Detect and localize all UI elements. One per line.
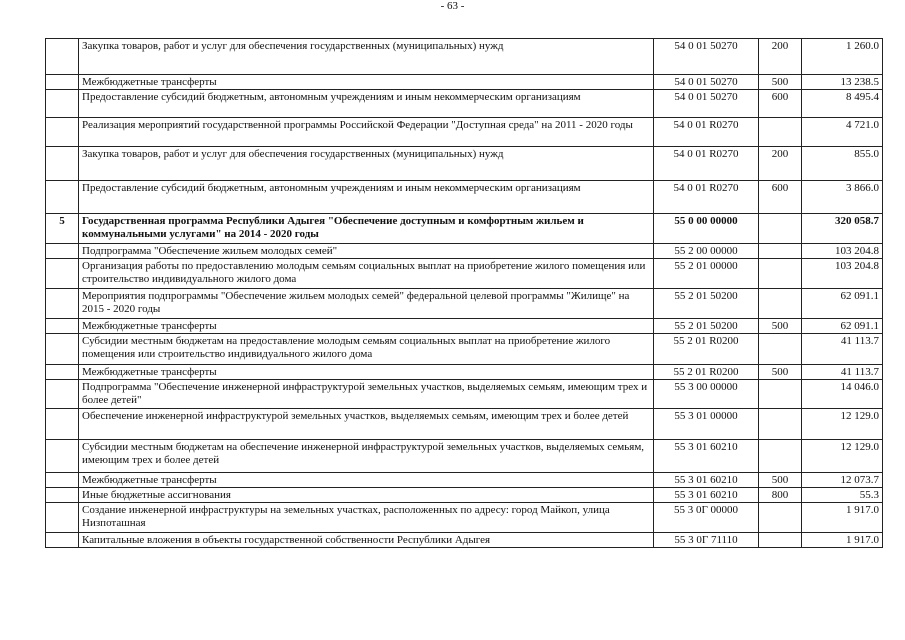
row-code-cell: 55 3 00 00000 — [654, 380, 759, 409]
row-expense-type-cell — [759, 533, 802, 548]
row-name-cell: Закупка товаров, работ и услуг для обеспечения государственных (муниципальных) нужд — [79, 39, 654, 75]
row-amount-cell: 320 058.7 — [802, 214, 883, 244]
row-amount-cell: 14 046.0 — [802, 380, 883, 409]
row-number-cell — [46, 440, 79, 473]
row-number-cell — [46, 365, 79, 380]
table-row — [46, 533, 883, 548]
row-number-cell — [46, 488, 79, 503]
row-code-cell: 55 2 01 R0200 — [654, 334, 759, 365]
row-number-cell — [46, 319, 79, 334]
row-code-cell: 54 0 01 R0270 — [654, 147, 759, 181]
table-row — [46, 118, 883, 147]
row-name-cell: Мероприятия подпрограммы "Обеспечение жильем молодых семей" федеральной целевой программы "Жилище" на 2015 - 2020 годы — [79, 289, 654, 319]
row-code-cell: 55 3 01 60210 — [654, 440, 759, 473]
row-name-cell: Подпрограмма "Обеспечение инженерной инфраструктурой земельных участков, выделяемых семьям, имеющим трех и более детей" — [79, 380, 654, 409]
table-row — [46, 409, 883, 440]
row-expense-type-cell — [759, 118, 802, 147]
row-name-cell: Организация работы по предоставлению молодым семьям социальных выплат на приобретение жилого помещения или строительство индивидуального жилого дома — [79, 259, 654, 289]
row-number-cell — [46, 473, 79, 488]
row-expense-type-cell: 200 — [759, 147, 802, 181]
row-number-cell — [46, 503, 79, 533]
row-amount-cell: 62 091.1 — [802, 319, 883, 334]
table-row — [46, 75, 883, 90]
row-amount-cell: 1 260.0 — [802, 39, 883, 75]
row-amount-cell: 855.0 — [802, 147, 883, 181]
row-amount-cell: 103 204.8 — [802, 244, 883, 259]
row-expense-type-cell — [759, 259, 802, 289]
row-expense-type-cell: 500 — [759, 319, 802, 334]
row-expense-type-cell — [759, 409, 802, 440]
row-expense-type-cell — [759, 503, 802, 533]
page-number: - 63 - — [440, 0, 465, 12]
table-row — [46, 503, 883, 533]
table-row — [46, 289, 883, 319]
row-amount-cell: 103 204.8 — [802, 259, 883, 289]
table-row — [46, 365, 883, 380]
row-code-cell: 55 3 01 60210 — [654, 488, 759, 503]
row-expense-type-cell: 800 — [759, 488, 802, 503]
row-name-cell: Межбюджетные трансферты — [79, 319, 654, 334]
row-code-cell: 54 0 01 50270 — [654, 90, 759, 118]
row-code-cell: 55 3 0Г 00000 — [654, 503, 759, 533]
row-amount-cell: 62 091.1 — [802, 289, 883, 319]
row-code-cell: 55 2 01 50200 — [654, 289, 759, 319]
row-code-cell: 55 3 01 60210 — [654, 473, 759, 488]
row-amount-cell: 55.3 — [802, 488, 883, 503]
row-code-cell: 54 0 01 50270 — [654, 75, 759, 90]
row-name-cell: Государственная программа Республики Адыгея "Обеспечение доступным и комфортным жильем и коммунальными услугами" на 2014 - 2020 годы — [79, 214, 654, 244]
row-number-cell: 5 — [46, 214, 79, 244]
row-name-cell: Подпрограмма "Обеспечение жильем молодых семей" — [79, 244, 654, 259]
table-row — [46, 334, 883, 365]
row-name-cell: Межбюджетные трансферты — [79, 473, 654, 488]
row-amount-cell: 12 073.7 — [802, 473, 883, 488]
row-code-cell: 55 2 01 R0200 — [654, 365, 759, 380]
table-row — [46, 90, 883, 118]
row-code-cell: 55 2 01 00000 — [654, 259, 759, 289]
row-expense-type-cell — [759, 334, 802, 365]
row-number-cell — [46, 181, 79, 214]
row-number-cell — [46, 75, 79, 90]
table-row — [46, 319, 883, 334]
row-name-cell: Межбюджетные трансферты — [79, 365, 654, 380]
row-code-cell: 55 3 0Г 71110 — [654, 533, 759, 548]
row-number-cell — [46, 289, 79, 319]
row-amount-cell: 12 129.0 — [802, 440, 883, 473]
budget-table-body — [46, 39, 883, 548]
row-code-cell: 54 0 01 50270 — [654, 39, 759, 75]
row-expense-type-cell: 600 — [759, 90, 802, 118]
row-code-cell: 55 2 00 00000 — [654, 244, 759, 259]
row-number-cell — [46, 90, 79, 118]
row-amount-cell: 13 238.5 — [802, 75, 883, 90]
table-row — [46, 147, 883, 181]
row-expense-type-cell — [759, 440, 802, 473]
row-expense-type-cell: 200 — [759, 39, 802, 75]
table-row — [46, 244, 883, 259]
row-name-cell: Иные бюджетные ассигнования — [79, 488, 654, 503]
row-amount-cell: 12 129.0 — [802, 409, 883, 440]
row-expense-type-cell: 500 — [759, 365, 802, 380]
row-name-cell: Предоставление субсидий бюджетным, автономным учреждениям и иным некоммерческим организациям — [79, 181, 654, 214]
row-name-cell: Субсидии местным бюджетам на предоставление молодым семьям социальных выплат на приобретение жилого помещения или строительство индивидуального жилого дома — [79, 334, 654, 365]
row-expense-type-cell: 500 — [759, 75, 802, 90]
row-code-cell: 55 0 00 00000 — [654, 214, 759, 244]
row-number-cell — [46, 147, 79, 181]
row-code-cell: 54 0 01 R0270 — [654, 118, 759, 147]
row-expense-type-cell — [759, 289, 802, 319]
row-code-cell: 55 2 01 50200 — [654, 319, 759, 334]
row-name-cell: Межбюджетные трансферты — [79, 75, 654, 90]
row-number-cell — [46, 334, 79, 365]
table-row — [46, 181, 883, 214]
row-number-cell — [46, 259, 79, 289]
row-amount-cell: 41 113.7 — [802, 334, 883, 365]
row-expense-type-cell: 500 — [759, 473, 802, 488]
row-number-cell — [46, 380, 79, 409]
row-number-cell — [46, 39, 79, 75]
row-amount-cell: 8 495.4 — [802, 90, 883, 118]
row-number-cell — [46, 118, 79, 147]
table-row — [46, 214, 883, 244]
row-code-cell: 54 0 01 R0270 — [654, 181, 759, 214]
row-expense-type-cell — [759, 214, 802, 244]
row-name-cell: Реализация мероприятий государственной программы Российской Федерации "Доступная среда" на 2011 - 2020 годы — [79, 118, 654, 147]
row-name-cell: Капитальные вложения в объекты государственной собственности Республики Адыгея — [79, 533, 654, 548]
row-amount-cell: 4 721.0 — [802, 118, 883, 147]
table-row — [46, 440, 883, 473]
row-code-cell: 55 3 01 00000 — [654, 409, 759, 440]
row-number-cell — [46, 533, 79, 548]
row-name-cell: Предоставление субсидий бюджетным, автономным учреждениям и иным некоммерческим организациям — [79, 90, 654, 118]
table-row — [46, 473, 883, 488]
row-amount-cell: 1 917.0 — [802, 533, 883, 548]
row-name-cell: Субсидии местным бюджетам на обеспечение инженерной инфраструктурой земельных участков, выделяемых семьям, имеющим трех и более детей — [79, 440, 654, 473]
row-amount-cell: 3 866.0 — [802, 181, 883, 214]
row-expense-type-cell: 600 — [759, 181, 802, 214]
row-name-cell: Создание инженерной инфраструктуры на земельных участках, расположенных по адресу: город Майкоп, улица Низпоташная — [79, 503, 654, 533]
budget-table — [45, 38, 883, 548]
table-row — [46, 488, 883, 503]
row-amount-cell: 1 917.0 — [802, 503, 883, 533]
row-name-cell: Закупка товаров, работ и услуг для обеспечения государственных (муниципальных) нужд — [79, 147, 654, 181]
table-row — [46, 259, 883, 289]
table-row — [46, 39, 883, 75]
row-amount-cell: 41 113.7 — [802, 365, 883, 380]
row-name-cell: Обеспечение инженерной инфраструктурой земельных участков, выделяемых семьям, имеющим трех и более детей — [79, 409, 654, 440]
row-number-cell — [46, 409, 79, 440]
row-expense-type-cell — [759, 380, 802, 409]
row-number-cell — [46, 244, 79, 259]
row-expense-type-cell — [759, 244, 802, 259]
table-row — [46, 380, 883, 409]
